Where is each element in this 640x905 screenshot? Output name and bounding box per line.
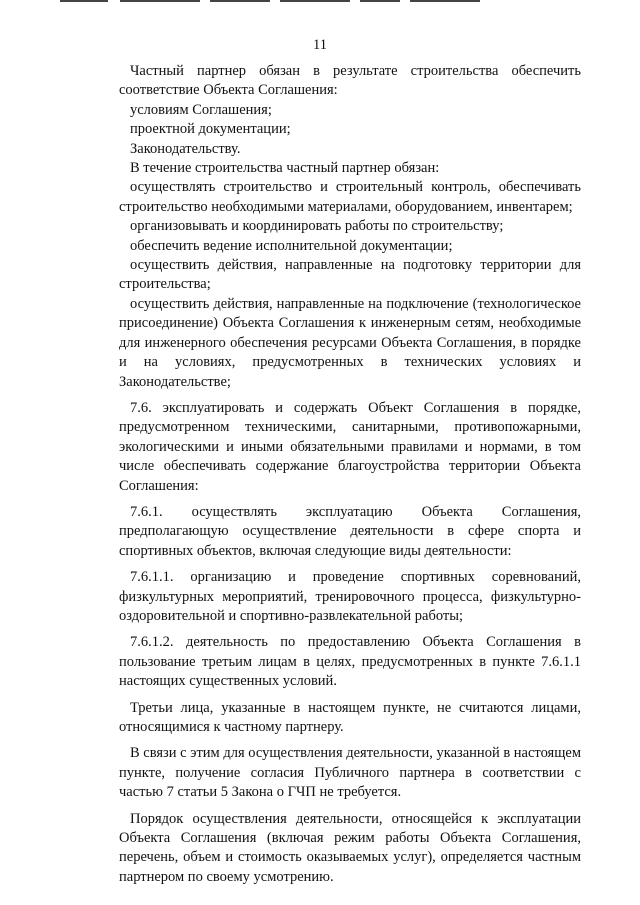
- paragraph: 7.6.1.1. организацию и проведение спортивных соревнований, физкультурных мероприятий, тренировочного процесса, физкультурно-оздоровительной и спортивно-развлекательной работы;: [119, 569, 581, 624]
- paragraph: В течение строительства частный партнер обязан:: [130, 160, 440, 177]
- paragraph: 7.6.1.2. деятельность по предоставлению Объекта Соглашения в пользование третьим лицам в целях, предусмотренных в пункте 7.6.1.1 настоящих существенных условий.: [119, 634, 581, 690]
- paragraph: осуществить действия, направленные на подключение (технологическое присоединение) Объекта Соглашения к инженерным сетям, необходимые для инженерного обеспечения ресурсами Объекта Соглашения, в порядке и на условиях, предусмотренных в технических условиях и Законодательстве;: [119, 295, 581, 390]
- paragraph: Частный партнер обязан в результате строительства обеспечить соответствие Объекта Соглашения:: [119, 63, 581, 99]
- paragraph: осуществить действия, направленные на подготовку территории для строительства;: [119, 257, 581, 293]
- scan-top-marks: [60, 0, 540, 4]
- document-body: [119, 62, 581, 887]
- paragraph: осуществлять строительство и строительный контроль, обеспечивать строительство необходимыми материалами, оборудованием, инвентарем;: [119, 179, 581, 215]
- paragraph: условиям Соглашения;: [130, 101, 272, 118]
- paragraph: Законодательству.: [130, 140, 241, 157]
- paragraph: Третьи лица, указанные в настоящем пункте, не считаются лицами, относящимися к частному партнеру.: [119, 699, 581, 735]
- paragraph: организовывать и координировать работы по строительству;: [130, 218, 504, 235]
- paragraph: В связи с этим для осуществления деятельности, указанной в настоящем пункте, получение согласия Публичного партнера в соответствии с частью 7 статьи 5 Закона о ГЧП не требуется.: [119, 745, 581, 801]
- paragraph: 7.6.1. осуществлять эксплуатацию Объекта Соглашения, предполагающую осуществление деятельности в сфере спорта и спортивных объектов, включая следующие виды деятельности:: [119, 503, 581, 559]
- paragraph: проектной документации;: [130, 121, 291, 138]
- paragraph: обеспечить ведение исполнительной документации;: [130, 237, 453, 254]
- paragraph: Порядок осуществления деятельности, относящейся к эксплуатации Объекта Соглашения (включая режим работы Объекта Соглашения, перечень, объем и стоимость оказываемых услуг), определяется частным партнером по своему усмотрению.: [119, 810, 581, 885]
- page-number: 11: [313, 37, 327, 53]
- paragraph: 7.6. эксплуатировать и содержать Объект Соглашения в порядке, предусмотренном техническими, санитарными, противопожарными, экологическими и иными обязательными правилами и нормами, в том числе обеспечивать содержание благоустройства территории Объекта Соглашения:: [119, 399, 581, 494]
